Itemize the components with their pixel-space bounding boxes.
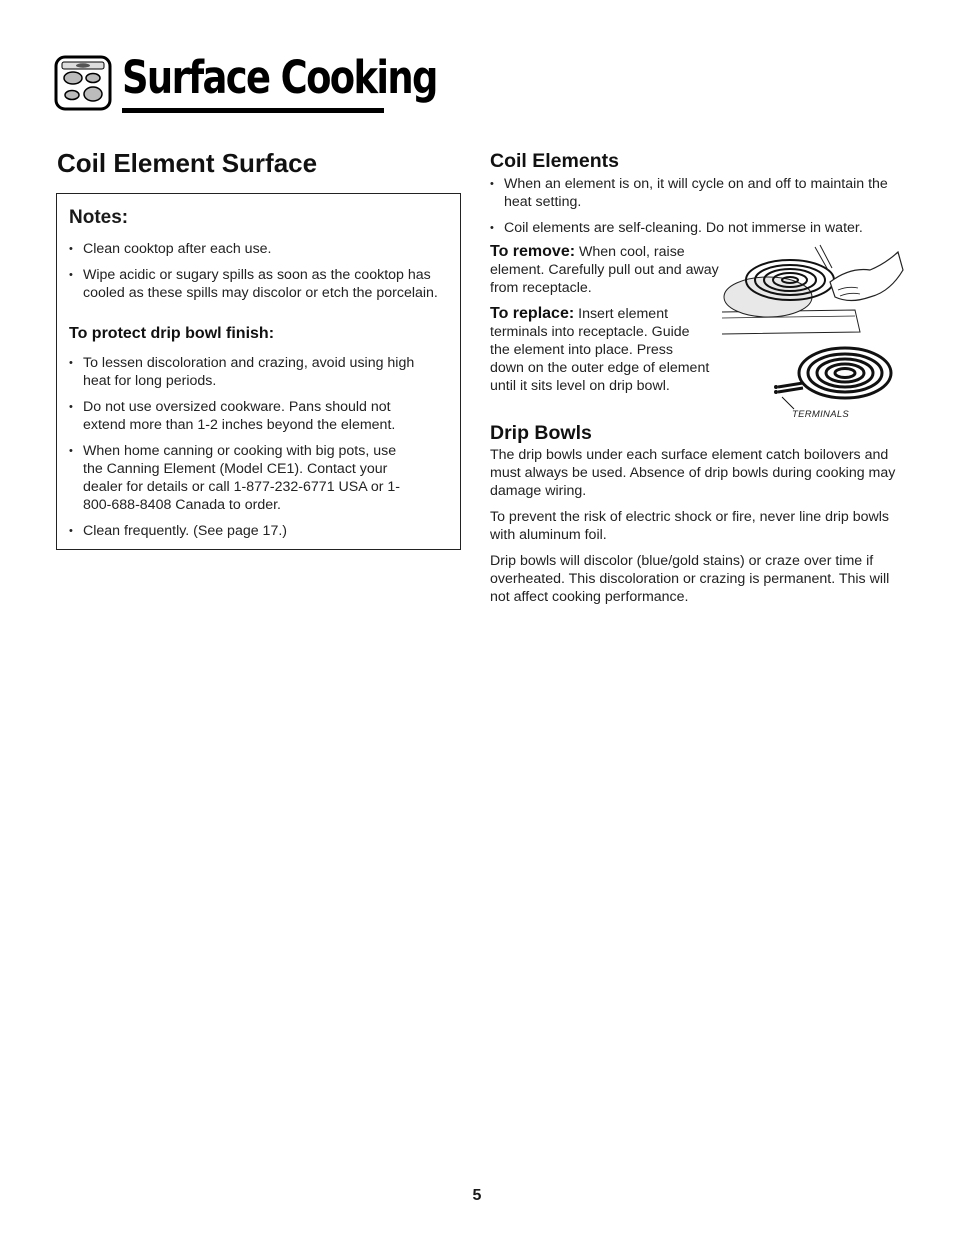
notes-heading: Notes: <box>69 207 129 228</box>
drip-paragraph: The drip bowls under each surface element catch boilovers and must always be used. Absence of drip bowls during cooking may damage wiring. <box>490 447 896 499</box>
protect-list <box>69 354 434 540</box>
list-item: • Clean frequently. (See page 17.) <box>69 522 434 540</box>
list-item: • Do not use oversized cookware. Pans should not extend more than 1-2 inches beyond the element. <box>69 398 434 434</box>
section-title: Coil Element Surface <box>57 148 318 178</box>
terminals-label: TERMINALS <box>792 409 850 420</box>
remove-element-illustration <box>720 242 905 337</box>
remove-text: When cool, raise element. Carefully pull out and away from receptacle. <box>490 244 719 296</box>
coil-element-illustration <box>770 345 900 415</box>
list-item: • When an element is on, it will cycle on and off to maintain the heat setting. <box>490 175 902 211</box>
replace-text: Insert element terminals into receptacle. Guide the element into place. Press down on the outer edge of element until it sits level on drip bowl. <box>490 306 710 394</box>
replace-instructions <box>490 305 710 395</box>
header-underline <box>122 108 384 113</box>
cooktop-icon <box>54 55 112 111</box>
page-number: 5 <box>472 1187 482 1204</box>
list-item: • To lessen discoloration and crazing, avoid using high heat for long periods. <box>69 354 434 390</box>
remove-label: To remove: <box>490 243 576 260</box>
list-item: • Wipe acidic or sugary spills as soon as the cooktop has cooled as these spills may discolor or etch the porcelain. <box>69 266 444 302</box>
notes-list <box>69 240 444 302</box>
replace-label: To replace: <box>490 305 575 322</box>
list-item: • Coil elements are self-cleaning. Do not immerse in water. <box>490 219 902 237</box>
remove-instructions <box>490 243 740 297</box>
protect-heading: To protect drip bowl finish: <box>69 325 275 342</box>
coil-elements-heading: Coil Elements <box>490 150 619 172</box>
drip-bowls-heading: Drip Bowls <box>490 422 592 444</box>
list-item: • Clean cooktop after each use. <box>69 240 444 258</box>
list-item: • When home canning or cooking with big pots, use the Canning Element (Model CE1). Contact your dealer for details or call 1-877-232-6771 USA or 1-800-688-8408 Canada to order. <box>69 442 413 514</box>
page-header-title: Surface Cooking <box>122 51 437 104</box>
drip-paragraph: To prevent the risk of electric shock or fire, never line drip bowls with aluminum foil. <box>490 509 889 543</box>
notes-box <box>56 193 461 550</box>
coil-elements-list <box>490 175 902 237</box>
drip-paragraph: Drip bowls will discolor (blue/gold stains) or craze over time if overheated. This discoloration or crazing is permanent. This will not affect cooking performance. <box>490 553 890 605</box>
